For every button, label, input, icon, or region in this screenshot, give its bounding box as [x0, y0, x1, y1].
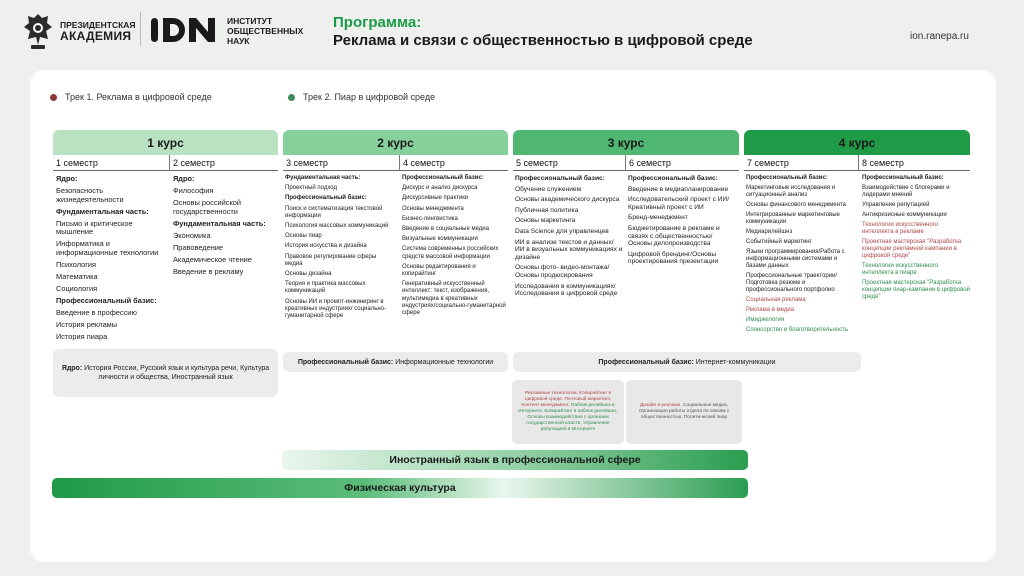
semester-divider [399, 155, 400, 171]
course-2-header: 2 курс [283, 130, 508, 155]
section-heading: Фундаментальная часть: [173, 218, 266, 228]
ion-logo-mark [149, 15, 221, 45]
subject-item: Академическое чтение [173, 254, 252, 264]
semester-5-subjects [515, 175, 623, 301]
track1-subject-item: Проектная мастерская "Разработка концепции рекламной кампании в цифровой среде" [862, 239, 962, 259]
course-3-header: 3 курс [513, 130, 739, 155]
subject-item: Визуальные коммуникации [402, 236, 478, 243]
semester-1-subjects [56, 175, 168, 345]
subject-item: Исследовательский проект с ИИ/Креативный проект с ИИ [628, 196, 730, 211]
subject-item: Математика [56, 271, 98, 281]
semester-7: 7 семестр [744, 155, 970, 171]
internet-box-label: Профессиональный базис: [598, 358, 694, 366]
semester-7-subjects [746, 175, 857, 337]
track1-subject-item: Реклама в медиа [746, 307, 795, 313]
subject-item: Дискурсивные практики [402, 195, 469, 202]
institute-logo-text: ИНСТИТУТ ОБЩЕСТВЕННЫХ НАУК [227, 16, 304, 46]
track2-subject-item: Имиджелогия [746, 317, 785, 323]
semester-1: 1 семестр [53, 155, 278, 171]
semester-4-subjects [402, 175, 506, 320]
pr-track-text: Паблик рилейшнз в Интернете, Копирайтинг в паблик рилейшнз, Основы взаимодействия с органами государственной власти, Управление репутацией в Интернете [518, 403, 618, 432]
internet-box [513, 352, 861, 372]
track2-dot-icon [288, 94, 295, 101]
subject-item: Основы пиар [285, 233, 322, 240]
subject-item: Правоведение [173, 242, 224, 252]
semester-2: 2 семестр [170, 155, 278, 171]
subject-item: Введение в рекламу [173, 266, 244, 276]
program-title: Реклама и связи с общественностью в цифровой среде [333, 32, 753, 49]
subject-item: Бюджетирование в рекламе и связях с общественностью/ Основы делопроизводства [628, 224, 720, 248]
subject-item: Правовое регулирование сферы медиа [285, 253, 377, 267]
section-heading: Профессиональный базис: [746, 175, 828, 181]
subject-item: Основы финансового менеджмента [746, 202, 846, 208]
subject-item: История искусства и дизайна [285, 243, 367, 250]
core-box-text: История России, Русский язык и культура речи, Культура личности и общества, Иностранный язык [84, 365, 270, 381]
program-label: Программа: [333, 14, 422, 31]
pr-track-box [626, 380, 742, 444]
subject-item: Экономика [173, 230, 211, 240]
track1-subject-item: Социальная реклама [746, 297, 806, 303]
subject-item: Введение в медиапланирование [628, 185, 729, 193]
it-box [283, 352, 508, 372]
subject-item: Социология [56, 283, 98, 293]
subject-item: Система современных российских средств массовой информации [402, 246, 499, 260]
foreign-language-bar: Иностранный язык в профессиональной сфере [282, 450, 748, 470]
course-4-header: 4 курс [744, 130, 970, 155]
section-heading: Ядро: [56, 174, 78, 183]
section-heading: Ядро: [173, 174, 195, 183]
core-box-label: Ядро: [61, 365, 83, 372]
internet-box-text: Интернет-коммуникации [695, 358, 776, 366]
subject-item: Профессиональные траектории/ Подготовка резюме и профессионального портфолио [746, 273, 838, 293]
subject-item: Основы академического дискурса [515, 196, 620, 204]
subject-item: Цифровой брендинг/Основы проектирования презентации [628, 250, 719, 266]
subject-item: Обучение служением [515, 185, 582, 193]
section-heading: Профессиональный базис: [56, 295, 157, 305]
advertising-track-box [512, 380, 624, 444]
legend-track1 [50, 92, 212, 102]
subject-item: Основы редактирования и копирайтинг [402, 263, 476, 278]
subject-item: Публичная политика [515, 206, 579, 214]
legend-track1-label: Трек 1. Реклама в цифровой среде [65, 92, 212, 102]
subject-item: Безопасность жизнедеятельности [56, 186, 124, 204]
subject-item: Философия [173, 186, 214, 195]
semester-6: 6 семестр [626, 155, 739, 171]
subject-item: ИИ в анализе текстов и данных/ИИ в визуальных коммуникациях и дизайне [515, 238, 623, 261]
subject-item: Генеративный искусственный интеллект: текст, изображения, мультимедиа в креативных индустриях/социально-гуманитарной сфере [402, 281, 506, 317]
subject-item: Событийный маркетинг [746, 239, 812, 245]
track2-subject-item: Проектная мастерская "Разработка концепции пиар-кампании в цифровой среде" [862, 280, 970, 300]
section-heading: Профессиональный базис: [628, 175, 718, 182]
subject-item: Дискурс и анализ дискурса [402, 185, 478, 192]
semester-3: 3 семестр [283, 155, 508, 171]
section-heading: Фундаментальная часть: [56, 206, 149, 216]
subject-item: Психология [56, 259, 97, 269]
semester-2-subjects [173, 175, 277, 280]
track1-dot-icon [50, 94, 57, 101]
subject-item: Основы маркетинга [515, 217, 576, 225]
physical-education-bar: Физическая культура [52, 478, 748, 498]
semester-5: 5 семестр [513, 155, 739, 171]
subject-item: Бренд-менеджмент [628, 214, 688, 222]
advertising-track-text: Дизайн в рекламе, [640, 403, 683, 408]
section-heading: Профессиональный базис: [862, 175, 944, 181]
section-heading: Профессиональный базис: [515, 175, 605, 182]
subject-item: Теория и практика массовых коммуникаций [285, 281, 366, 295]
semester-divider [625, 155, 626, 171]
section-heading: Профессиональный базис: [402, 175, 484, 181]
section-heading: Профессиональный базис: [285, 195, 367, 202]
legend-track2 [288, 92, 435, 102]
course-1-header: 1 курс [53, 130, 278, 155]
pr-track-text: Социальные медиа, Организация работы отдела по связям с общественностью, Политический пиар [638, 403, 730, 420]
subject-item: Бизнес-лингвистика [402, 215, 458, 222]
advertising-track-text: Рекламные технологии, Копирайтинг в цифровой среде, Почтовый маркетинг, Контент-менеджмент, [521, 391, 612, 408]
subject-item: Data Science для управленцев [515, 227, 609, 235]
subject-item: Антикризисные коммуникации [862, 212, 947, 218]
site-link[interactable]: ion.ranepa.ru [910, 31, 969, 42]
section-heading: Фундаментальная часть: [285, 175, 361, 181]
legend-track2-label: Трек 2. Пиар в цифровой среде [303, 92, 436, 102]
subject-item: Информатика и информационные технологии [56, 239, 159, 257]
core-box [53, 349, 278, 397]
subject-item: История пиара [56, 331, 108, 341]
subject-item: Психология массовых коммуникаций [285, 223, 389, 230]
track1-subject-item: Технологии искусственного интеллекта в рекламе [862, 222, 939, 235]
track2-subject-item: Технологии искусственного интеллекта в пиаре [862, 263, 939, 276]
logo-divider [140, 12, 141, 46]
subject-item: Интегрированные маркетинговые коммуникации [746, 212, 840, 225]
subject-item: Языки программирования/Работа с информационными системами и базами данных [746, 249, 845, 269]
subject-item: Основы российской государственности [173, 198, 242, 216]
subject-item: Основы дизайна [285, 271, 332, 278]
subject-item: Проектный подход [285, 185, 338, 192]
semester-8-subjects [862, 175, 970, 304]
subject-item: Основы фото- видео-монтажа/ Основы продюсирования [515, 264, 610, 279]
semester-6-subjects [628, 175, 738, 269]
subject-item: Письмо и критическое мышление [56, 218, 133, 236]
semester-4: 4 семестр [400, 155, 508, 171]
program-heading [333, 14, 753, 50]
semester-divider [858, 155, 859, 171]
subject-item: Взаимодействие с блогерами и лидерами мнений [862, 185, 950, 198]
subject-item: Поиск и систематизация текстовой информации [285, 205, 383, 219]
subject-item: История рекламы [56, 319, 118, 329]
subject-item: Введение в социальные медиа [402, 226, 489, 233]
semester-divider [169, 155, 170, 171]
academy-logo-text: ПРЕЗИДЕНТСКАЯ АКАДЕМИЯ [60, 20, 136, 43]
semester-3-subjects [285, 175, 395, 323]
header [0, 0, 1024, 70]
subject-item: Маркетинговые исследования и ситуационный анализ [746, 185, 836, 198]
semester-8: 8 семестр [859, 155, 970, 171]
academy-emblem-icon [22, 12, 54, 50]
subject-item: Введение в профессию [56, 307, 137, 317]
subject-item: Основы ИИ и промпт-инжиниринг в креативных индустриях/ социально-гуманитарной сфере [285, 298, 387, 320]
it-box-text: Информационные технологии [395, 358, 494, 366]
subject-item: Исследования в коммуникациях/Исследования в цифровой среде [515, 282, 618, 298]
subject-item: Медиарилейшнз [746, 229, 793, 235]
subject-item: Основы менеджмента [402, 205, 464, 212]
track2-subject-item: Спонсорство и благотворительность [746, 327, 848, 333]
it-box-label: Профессиональный базис: [297, 358, 394, 366]
subject-item: Управление репутацией [862, 202, 930, 208]
